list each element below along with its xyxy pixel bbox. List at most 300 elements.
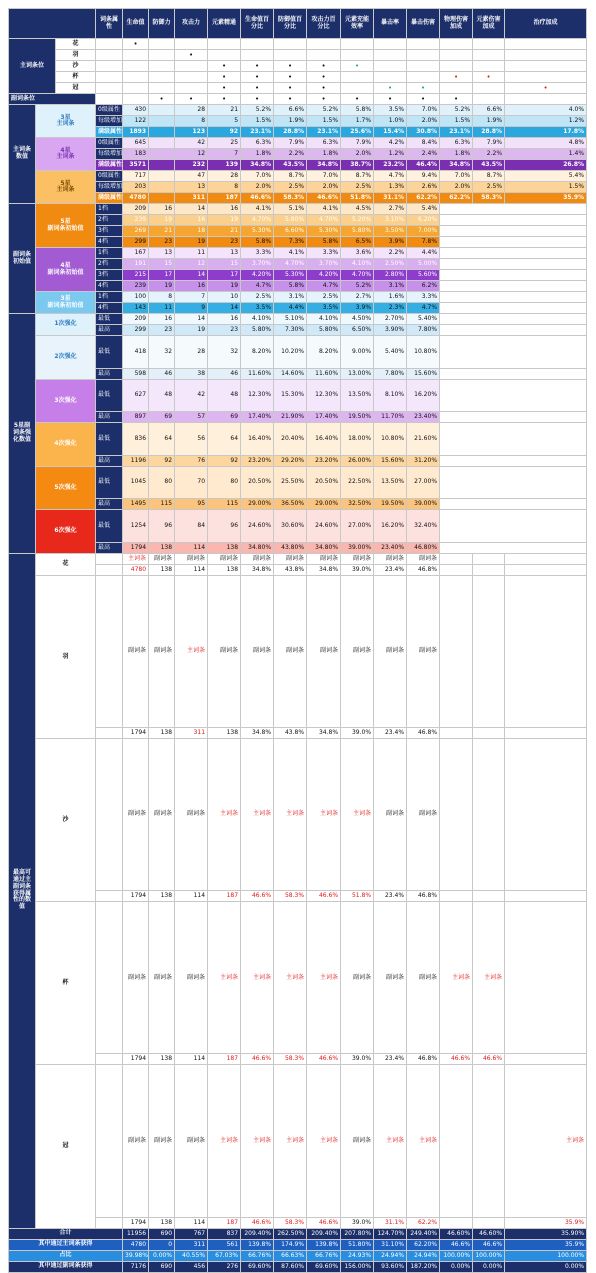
stat-value: 46.6% (440, 1054, 473, 1065)
source-tag: 主词条 (374, 1065, 407, 1217)
total-value: 0.00% (505, 1261, 587, 1272)
stat-value: 15 (149, 259, 175, 270)
total-value: 35.90% (505, 1228, 587, 1239)
stat-value: 3.5% (241, 303, 274, 314)
main-stat-row (9, 138, 587, 149)
stat-value: 3.9% (374, 237, 407, 248)
source-tag: 主词条 (440, 902, 473, 1054)
position-mark (374, 72, 407, 83)
stat-value: 187 (208, 193, 241, 204)
stat-value (505, 1054, 587, 1065)
stat-value: 1794 (123, 542, 149, 553)
stat-value: 38.7% (341, 160, 374, 171)
stat-value: 19 (208, 281, 241, 292)
enhance-label: 3次强化 (36, 379, 96, 423)
stat-value: 4.70% (341, 270, 374, 281)
position-mark: • (208, 72, 241, 83)
blank-cell (440, 336, 587, 369)
stat-value: 62.2% (407, 1217, 440, 1228)
total-value: 690 (149, 1228, 175, 1239)
stat-value: 32.40% (407, 510, 440, 543)
stat-value: 5.4% (505, 171, 587, 182)
stat-value: 13 (208, 248, 241, 259)
total-value: 11956 (123, 1228, 149, 1239)
source-tag (473, 1065, 505, 1217)
stat-value: 7.8% (407, 237, 440, 248)
stat-value: 14 (175, 204, 208, 215)
column-header: 生命值 (123, 9, 149, 39)
stat-value: 2.0% (341, 149, 374, 160)
stat-value: 29.20% (274, 455, 307, 466)
stat-value: 18 (175, 226, 208, 237)
source-tag: 副词条 (149, 575, 175, 727)
stat-value: 39.00% (407, 499, 440, 510)
total-value: 24.94% (374, 1250, 407, 1261)
position-mark (341, 83, 374, 94)
stat-value: 4.10% (341, 259, 374, 270)
source-tag: 副词条 (175, 902, 208, 1054)
position-mark (149, 50, 175, 61)
stat-value: 16 (175, 281, 208, 292)
stat-value: 1.8% (440, 149, 473, 160)
total-value: 69.60% (241, 1261, 274, 1272)
stat-value: 138 (149, 727, 175, 738)
stat-value: 48 (208, 379, 241, 412)
stat-value: 4.7% (407, 303, 440, 314)
sub-stat-row (9, 270, 587, 281)
slot-label: 沙 (36, 738, 96, 901)
stat-value: 14.60% (274, 368, 307, 379)
spacer-cell (96, 50, 123, 61)
position-mark: • (307, 61, 341, 72)
total-value: 0.00% (473, 1261, 505, 1272)
stat-value: 187 (208, 891, 241, 902)
source-tag: 主词条 (307, 1065, 341, 1217)
total-value: 276 (208, 1261, 241, 1272)
stat-value: 20.50% (241, 466, 274, 499)
stat-value: 138 (149, 1217, 175, 1228)
total-value: 100.00% (440, 1250, 473, 1261)
stat-value: 3.1% (274, 292, 307, 303)
row-label: 每级增加 (96, 149, 123, 160)
stat-value: 7.0% (307, 171, 341, 182)
position-mark: • (123, 39, 149, 50)
stat-value: 34.80% (241, 542, 274, 553)
stat-value: 48 (149, 379, 175, 412)
total-value: 0.00% (440, 1261, 473, 1272)
row-label: 4档 (96, 303, 123, 314)
main-stat-row (9, 160, 587, 171)
stat-value: 26.00% (341, 455, 374, 466)
stat-value: 1.5% (440, 116, 473, 127)
position-mark: • (274, 94, 307, 105)
position-mark (123, 94, 149, 105)
stat-value: 46.6% (473, 1054, 505, 1065)
spacer-cell (96, 72, 123, 83)
stat-value: 46 (208, 368, 241, 379)
blank-cell (440, 455, 587, 466)
enhance-label: 5次强化 (36, 466, 96, 510)
enhance-row (9, 379, 587, 412)
source-tag: 主词条 (241, 1065, 274, 1217)
source-tag: 主词条 (473, 902, 505, 1054)
stat-value: 1.5% (241, 116, 274, 127)
source-tag (440, 1065, 473, 1217)
stat-value: 29.00% (241, 499, 274, 510)
stat-value: 3.70% (241, 259, 274, 270)
stat-value: 17.40% (241, 412, 274, 423)
spacer-cell (96, 1065, 123, 1217)
stat-value: 13.50% (374, 466, 407, 499)
stat-value: 100 (123, 292, 149, 303)
stat-value: 3.3% (241, 248, 274, 259)
total-value: 66.76% (307, 1250, 341, 1261)
best-row (9, 902, 587, 1054)
source-tag: 副词条 (374, 902, 407, 1054)
source-tag: 主词条 (241, 902, 274, 1054)
stat-value: 4.5% (341, 204, 374, 215)
stat-value: 6.6% (473, 105, 505, 116)
sub-stat-row (9, 292, 587, 303)
stat-value: 138 (149, 542, 175, 553)
stat-value: 69 (149, 412, 175, 423)
stat-value: 138 (208, 564, 241, 575)
stat-value: 8.4% (407, 138, 440, 149)
section-label: 主词条数值 (9, 105, 36, 204)
stat-value: 22.50% (341, 466, 374, 499)
blank-cell (440, 259, 587, 270)
stat-value: 20.50% (307, 466, 341, 499)
stat-value: 46.6% (307, 1217, 341, 1228)
stat-value: 47 (175, 171, 208, 182)
stat-value: 4.7% (241, 281, 274, 292)
slot-label: 花 (56, 39, 96, 50)
total-value: 207.80% (341, 1228, 374, 1239)
source-tag: 主词条 (208, 1065, 241, 1217)
stat-value: 115 (149, 499, 175, 510)
position-mark: • (307, 72, 341, 83)
source-tag: 副词条 (175, 553, 208, 564)
position-mark (374, 61, 407, 72)
stat-value: 64 (208, 423, 241, 456)
stat-value: 43.8% (274, 564, 307, 575)
source-tag: 副词条 (175, 738, 208, 890)
total-row (9, 1228, 587, 1239)
stat-value: 167 (123, 248, 149, 259)
stat-value: 14 (175, 270, 208, 281)
column-header: 暴击伤害 (407, 9, 440, 39)
sub-stat-row (9, 248, 587, 259)
row-label: 4档 (96, 281, 123, 292)
total-value: 262.50% (274, 1228, 307, 1239)
position-mark: • (175, 94, 208, 105)
stat-value: 13 (175, 182, 208, 193)
sub-stat-row (9, 303, 587, 314)
stat-value: 34.80% (307, 542, 341, 553)
source-tag: 副词条 (123, 575, 149, 727)
enhance-row (9, 325, 587, 336)
total-value: 100.00% (505, 1250, 587, 1261)
stat-value: 34.8% (241, 160, 274, 171)
enhance-row (9, 466, 587, 499)
row-label: 0级属性 (96, 171, 123, 182)
best-row (9, 1217, 587, 1228)
stat-value: 16 (208, 204, 241, 215)
stat-value: 43.5% (274, 160, 307, 171)
column-header: 物理伤害加成 (440, 9, 473, 39)
stat-value: 34.8% (307, 727, 341, 738)
stat-value: 23.4% (374, 891, 407, 902)
stat-value: 43.5% (473, 160, 505, 171)
best-row (9, 575, 587, 727)
stat-value: 3.5% (374, 105, 407, 116)
stat-value: 5.1% (274, 204, 307, 215)
stat-value: 3.3% (307, 248, 341, 259)
stat-value: 46.6% (241, 891, 274, 902)
position-mark (407, 50, 440, 61)
stat-value (473, 564, 505, 575)
total-row (9, 1239, 587, 1250)
column-header: 攻击力 (175, 9, 208, 39)
total-value: 46.6% (440, 1239, 473, 1250)
source-tag: 副词条 (175, 1065, 208, 1217)
slot-label: 冠 (56, 83, 96, 94)
blank-cell (440, 292, 587, 303)
sub-stat-row (9, 204, 587, 215)
stat-value: 70 (175, 466, 208, 499)
stat-value: 26.8% (505, 160, 587, 171)
stat-value: 4.1% (241, 204, 274, 215)
total-value: 46.6% (473, 1239, 505, 1250)
stat-value: 4.1% (307, 204, 341, 215)
star-label: 3星 副词条初始值 (36, 292, 96, 314)
total-value: 0.00% (149, 1250, 175, 1261)
main-position-row (9, 83, 587, 94)
stat-value: 5.80% (241, 325, 274, 336)
slot-label: 冠 (36, 1065, 96, 1228)
stat-value: 15.4% (374, 127, 407, 138)
stat-value: 16.40% (241, 423, 274, 456)
stat-value: 58.3% (274, 1217, 307, 1228)
source-tag (440, 575, 473, 727)
source-tag: 副词条 (208, 575, 241, 727)
stat-value: 7.3% (274, 237, 307, 248)
position-mark: • (208, 61, 241, 72)
position-mark: • (407, 94, 440, 105)
stat-value: 114 (175, 1054, 208, 1065)
stat-value: 3571 (123, 160, 149, 171)
stat-value: 1.5% (505, 182, 587, 193)
total-value: 24.93% (341, 1250, 374, 1261)
stat-value: 138 (208, 542, 241, 553)
total-value: 100.00% (473, 1250, 505, 1261)
stat-value: 5.2% (341, 281, 374, 292)
stat-value: 2.5% (341, 182, 374, 193)
stat-value (440, 891, 473, 902)
stat-value: 239 (123, 281, 149, 292)
stat-value: 2.2% (374, 248, 407, 259)
source-tag (505, 738, 587, 890)
stat-value (149, 127, 175, 138)
stat-value: 2.0% (407, 116, 440, 127)
position-mark (407, 72, 440, 83)
position-mark (149, 61, 175, 72)
stat-value: 46.8% (407, 564, 440, 575)
stat-value: 311 (175, 727, 208, 738)
star-label: 4星 主词条 (36, 138, 96, 171)
stat-value: 46.6% (307, 891, 341, 902)
position-mark: • (374, 94, 407, 105)
blank-cell (440, 412, 587, 423)
stat-value: 1794 (123, 727, 149, 738)
total-value: 0 (149, 1239, 175, 1250)
stat-value: 4.70% (241, 215, 274, 226)
stat-value: 17 (208, 270, 241, 281)
stat-value: 13.00% (341, 368, 374, 379)
stat-value: 39.0% (341, 1054, 374, 1065)
total-value: 93.60% (374, 1261, 407, 1272)
total-value: 46.60% (473, 1228, 505, 1239)
stat-value: 5.4% (407, 204, 440, 215)
stat-value: 5.80% (341, 226, 374, 237)
row-label: 最高 (96, 325, 123, 336)
stat-value: 1045 (123, 466, 149, 499)
stat-value: 1794 (123, 1054, 149, 1065)
position-mark (473, 61, 505, 72)
stat-value: 34.8% (307, 160, 341, 171)
source-tag: 主词条 (123, 553, 149, 564)
main-position-row (9, 61, 587, 72)
stat-value: 8.7% (473, 171, 505, 182)
stat-value: 6.6% (274, 105, 307, 116)
stat-value: 4780 (123, 193, 149, 204)
enhance-row (9, 423, 587, 456)
stat-value: 2.2% (274, 149, 307, 160)
stat-value: 3.6% (341, 248, 374, 259)
stat-value: 16 (208, 314, 241, 325)
stat-value: 2.5% (274, 182, 307, 193)
stat-value: 8 (175, 116, 208, 127)
position-mark (505, 39, 587, 50)
stat-value: 215 (123, 270, 149, 281)
spacer-cell (96, 83, 123, 94)
section-label: 最高可通过主副词条获得属性的数值 (9, 553, 36, 1228)
position-mark: • (307, 83, 341, 94)
spacer-cell (96, 891, 123, 902)
row-label: 每级增加 (96, 182, 123, 193)
stat-value: 3.1% (374, 281, 407, 292)
position-mark: • (374, 83, 407, 94)
stat-value: 11.60% (241, 368, 274, 379)
stat-value: 17 (149, 270, 175, 281)
row-label: 最低 (96, 379, 123, 412)
stat-value: 6.60% (274, 226, 307, 237)
star-label: 5星 主词条 (36, 171, 96, 204)
stat-value: 19 (149, 281, 175, 292)
slot-label: 沙 (56, 61, 96, 72)
column-header: 生命值百分比 (241, 9, 274, 39)
stat-value: 23.20% (241, 455, 274, 466)
stat-value: 46 (149, 368, 175, 379)
stat-value: 7.0% (440, 171, 473, 182)
total-value: 67.03% (208, 1250, 241, 1261)
stat-value: 4.20% (307, 270, 341, 281)
stat-value: 57 (175, 412, 208, 423)
stat-value: 30.60% (274, 510, 307, 543)
stat-value: 2.0% (241, 182, 274, 193)
stat-value: 645 (123, 138, 149, 149)
stat-value: 299 (123, 325, 149, 336)
stat-value: 2.70% (374, 314, 407, 325)
stat-value: 8.7% (341, 171, 374, 182)
stat-value: 4.10% (307, 314, 341, 325)
stat-value: 58.3% (473, 193, 505, 204)
stat-value: 2.7% (341, 292, 374, 303)
stat-value: 27.00% (341, 510, 374, 543)
source-tag: 副词条 (123, 738, 149, 890)
sub-stat-row (9, 226, 587, 237)
stat-value: 5 (208, 116, 241, 127)
stat-value: 21 (208, 105, 241, 116)
stat-value: 21.90% (274, 412, 307, 423)
stat-value: 9 (175, 303, 208, 314)
stat-value: 58.3% (274, 891, 307, 902)
enhance-row (9, 336, 587, 369)
main-stat-row (9, 127, 587, 138)
stat-value: 23.1% (307, 127, 341, 138)
total-value: 456 (175, 1261, 208, 1272)
enhance-row (9, 499, 587, 510)
stat-value: 84 (175, 510, 208, 543)
position-mark (473, 94, 505, 105)
stat-value: 7.00% (407, 226, 440, 237)
spacer-cell (96, 902, 123, 1054)
stat-value: 6.5% (341, 237, 374, 248)
stat-value: 5.80% (274, 215, 307, 226)
main-position-row (9, 50, 587, 61)
stat-value: 1794 (123, 891, 149, 902)
source-tag (505, 553, 587, 564)
position-mark: • (341, 94, 374, 105)
stat-value: 2.2% (473, 149, 505, 160)
stat-value (149, 160, 175, 171)
stat-value: 92 (208, 455, 241, 466)
stat-value: 3.5% (307, 303, 341, 314)
stat-value: 1794 (123, 1217, 149, 1228)
stat-value: 10.80% (407, 336, 440, 369)
source-tag: 副词条 (407, 575, 440, 727)
slot-label: 羽 (56, 50, 96, 61)
blank-cell (440, 423, 587, 456)
stat-value: 717 (123, 171, 149, 182)
position-mark: • (407, 83, 440, 94)
blank-cell (440, 226, 587, 237)
header-row (9, 9, 587, 39)
stat-value: 5.8% (341, 105, 374, 116)
stat-value: 19 (149, 215, 175, 226)
stat-value (149, 116, 175, 127)
stat-value: 4.20% (241, 270, 274, 281)
stat-value: 19.50% (374, 499, 407, 510)
source-tag: 副词条 (341, 1065, 374, 1217)
stat-value: 23 (149, 325, 175, 336)
position-mark: • (208, 94, 241, 105)
enhance-row (9, 510, 587, 543)
stat-value: 46.8% (407, 727, 440, 738)
stat-value: 4780 (123, 564, 149, 575)
stat-value: 32 (208, 336, 241, 369)
spacer-cell (96, 553, 123, 564)
